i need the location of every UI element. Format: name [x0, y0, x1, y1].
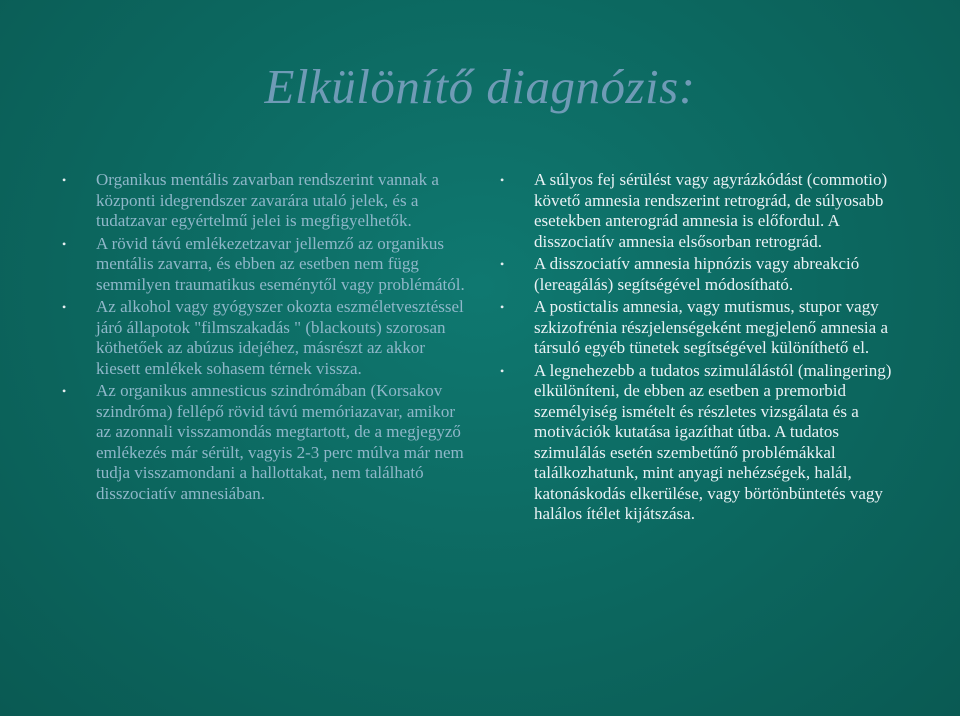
bullet-icon: • — [62, 384, 67, 398]
bullet-text: Organikus mentális zavarban rendszerint vannak a központi idegrendszer zavarára utaló jelek, és a tudatzavar egyértelmű jelei is megfigyelhetők. — [96, 170, 439, 230]
bullet-text: A disszociatív amnesia hipnózis vagy abreakció (lereagálás) segítségével módosítható. — [534, 254, 860, 294]
right-bullet-list — [500, 170, 900, 527]
bullet-text: A rövid távú emlékezetzavar jellemző az organikus mentális zavarra, és ebben az esetben nem függ semmilyen traumatikus eseménytől vagy problémától. — [96, 233, 465, 294]
list-item — [500, 297, 900, 359]
list-item — [500, 170, 900, 252]
left-bullet-list — [62, 170, 467, 506]
bullet-icon: • — [62, 173, 67, 187]
bullet-icon: • — [500, 173, 505, 187]
bullet-text: A legnehezebb a tudatos szimulálástól (malingering) elkülöníteni, de ebben az esetben a premorbid személyiség ismételt és részletes vizsgálata és a motivációk kutatása igazíthat útba. A tudatos szimulálás esetén szembetűnő problémákkal találkozhatunk, mint anyagi nehézségek, halál, katonáskodás elkerülése, vagy börtönbüntetés vagy halálos ítélet kijátszása. — [534, 360, 892, 523]
bullet-icon: • — [500, 300, 505, 314]
list-item — [62, 381, 467, 504]
list-item — [500, 254, 900, 295]
bullet-icon: • — [62, 300, 67, 314]
list-item — [62, 297, 467, 379]
bullet-text: A postictalis amnesia, vagy mutismus, stupor vagy szkizofrénia részjelenségeként megjelenő amnesia a társuló egyéb tünetek segítségével különíthető el. — [534, 297, 888, 357]
list-item — [500, 361, 900, 525]
bullet-icon: • — [62, 236, 67, 251]
list-item — [62, 234, 467, 296]
list-item — [62, 170, 467, 232]
slide-title: Elkülönítő diagnózis: — [264, 59, 696, 114]
bullet-icon: • — [500, 363, 505, 378]
bullet-text: Az alkohol vagy gyógyszer okozta eszméletvesztéssel járó állapotok "filmszakadás " (blackouts) szorosan köthetőek az abúzus idejéhez, másrészt az akkor kiesett emlékek sohasem térnek vissza. — [96, 297, 464, 378]
bullet-icon: • — [500, 257, 505, 271]
bullet-text: Az organikus amnesticus szindrómában (Korsakov szindróma) fellépő rövid távú memóriazavar, amikor az azonnali visszamondás megtartott, de a megjegyző emlékezés már sérült, vagyis 2-3 perc múlva már nem tudja visszamondani a hallottakat, nem található disszociatív amnesiában. — [96, 381, 464, 503]
bullet-text: A súlyos fej sérülést vagy agyrázkódást (commotio) követő amnesia rendszerint retrográd, de súlyosabb esetekben anterográd amnesia is előfordul. A disszociatív amnesia elsősorban retrográd. — [534, 170, 888, 251]
